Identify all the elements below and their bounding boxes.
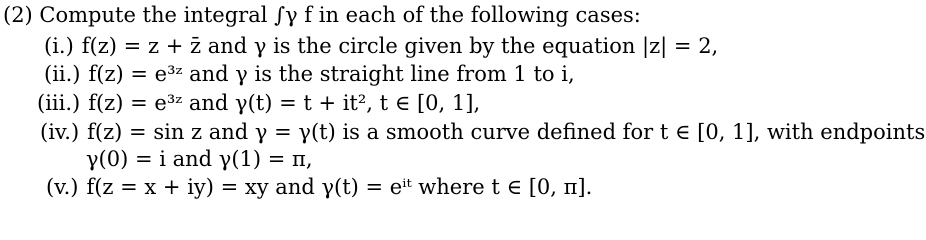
case-text: f(z) = e³ᶻ and γ(t) = t + it², t ∈ [0, 1], xyxy=(88,91,481,115)
case-label: (iv.) xyxy=(40,120,80,144)
case-item-2 xyxy=(44,61,575,87)
case-text: f(z = x + iy) = xy and γ(t) = eⁱᵗ where t ∈ [0, π]. xyxy=(86,175,593,199)
case-item-3 xyxy=(37,90,480,116)
case-item-1 xyxy=(44,33,718,59)
case-label: (ii.) xyxy=(44,62,81,86)
case-text: f(z) = z + z̄ and γ is the circle given by the equation |z| = 2, xyxy=(81,34,719,58)
case-text: f(z) = sin z and γ = γ(t) is a smooth curve defined for t ∈ [0, 1], with endpoints xyxy=(87,120,926,144)
case-item-4 xyxy=(40,119,925,145)
case-label: (iii.) xyxy=(37,91,81,115)
case-label: (v.) xyxy=(46,175,79,199)
problem-heading: (2) Compute the integral ∫γ f in each of the following cases: xyxy=(3,3,641,27)
case-item-4-continuation: γ(0) = i and γ(1) = π, xyxy=(86,147,313,171)
case-label: (i.) xyxy=(44,34,74,58)
case-text: f(z) = e³ᶻ and γ is the straight line from 1 to i, xyxy=(88,62,575,86)
case-item-5 xyxy=(46,174,592,200)
